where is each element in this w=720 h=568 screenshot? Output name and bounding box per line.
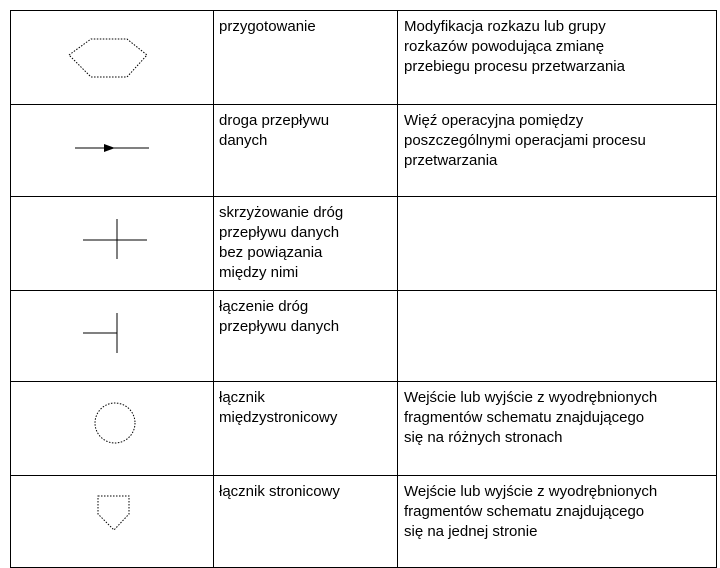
symbol-cell [11,11,214,105]
arrow-data-flow-icon [11,105,213,190]
symbol-name [214,11,398,105]
symbol-name [214,291,398,382]
symbol-name-text: droga przepływu danych [219,112,330,149]
junction-lines-icon [11,291,213,375]
symbol-cell [11,476,214,568]
symbol-description [398,291,717,382]
symbol-description-text: Wejście lub wyjście z wyodrębnionych fragmentów schematu znajdującego się na jednej stronie [404,483,658,540]
symbol-cell [11,197,214,291]
hexagon-preparation-icon [11,11,213,98]
symbol-description-text: Wejście lub wyjście z wyodrębnionych fragmentów schematu znajdującego się na różnych stronach [404,389,658,446]
symbol-description [398,11,717,105]
table-row [11,291,717,382]
symbol-name [214,382,398,476]
symbol-description [398,476,717,568]
symbol-name-text: łączenie dróg przepływu danych [219,298,340,335]
symbol-name [214,197,398,291]
symbol-description-text: Modyfikacja rozkazu lub grupy rozkazów powodująca zmianę przebiegu procesu przetwarzania [404,18,625,75]
symbol-name-text: skrzyżowanie dróg przepływu danych bez powiązania między nimi [219,204,344,281]
symbol-description-text: Więź operacyjna pomiędzy poszczególnymi operacjami procesu przetwarzania [404,112,646,169]
symbol-cell [11,382,214,476]
table-row [11,105,717,197]
symbol-name-text: łącznik międzystronicowy [219,389,338,426]
symbol-name [214,105,398,197]
symbols-table [10,10,717,568]
pentagon-connector-icon [11,476,213,561]
symbol-name [214,476,398,568]
symbol-description [398,105,717,197]
crossing-lines-icon [11,197,213,284]
symbol-name-text: przygotowanie [219,18,316,35]
symbol-cell [11,291,214,382]
symbol-description [398,197,717,291]
table-row [11,11,717,105]
table-row [11,197,717,291]
table-row [11,476,717,568]
symbol-description [398,382,717,476]
symbol-cell [11,105,214,197]
symbol-name-text: łącznik stronicowy [219,483,340,500]
table-row [11,382,717,476]
circle-connector-icon [11,382,213,469]
